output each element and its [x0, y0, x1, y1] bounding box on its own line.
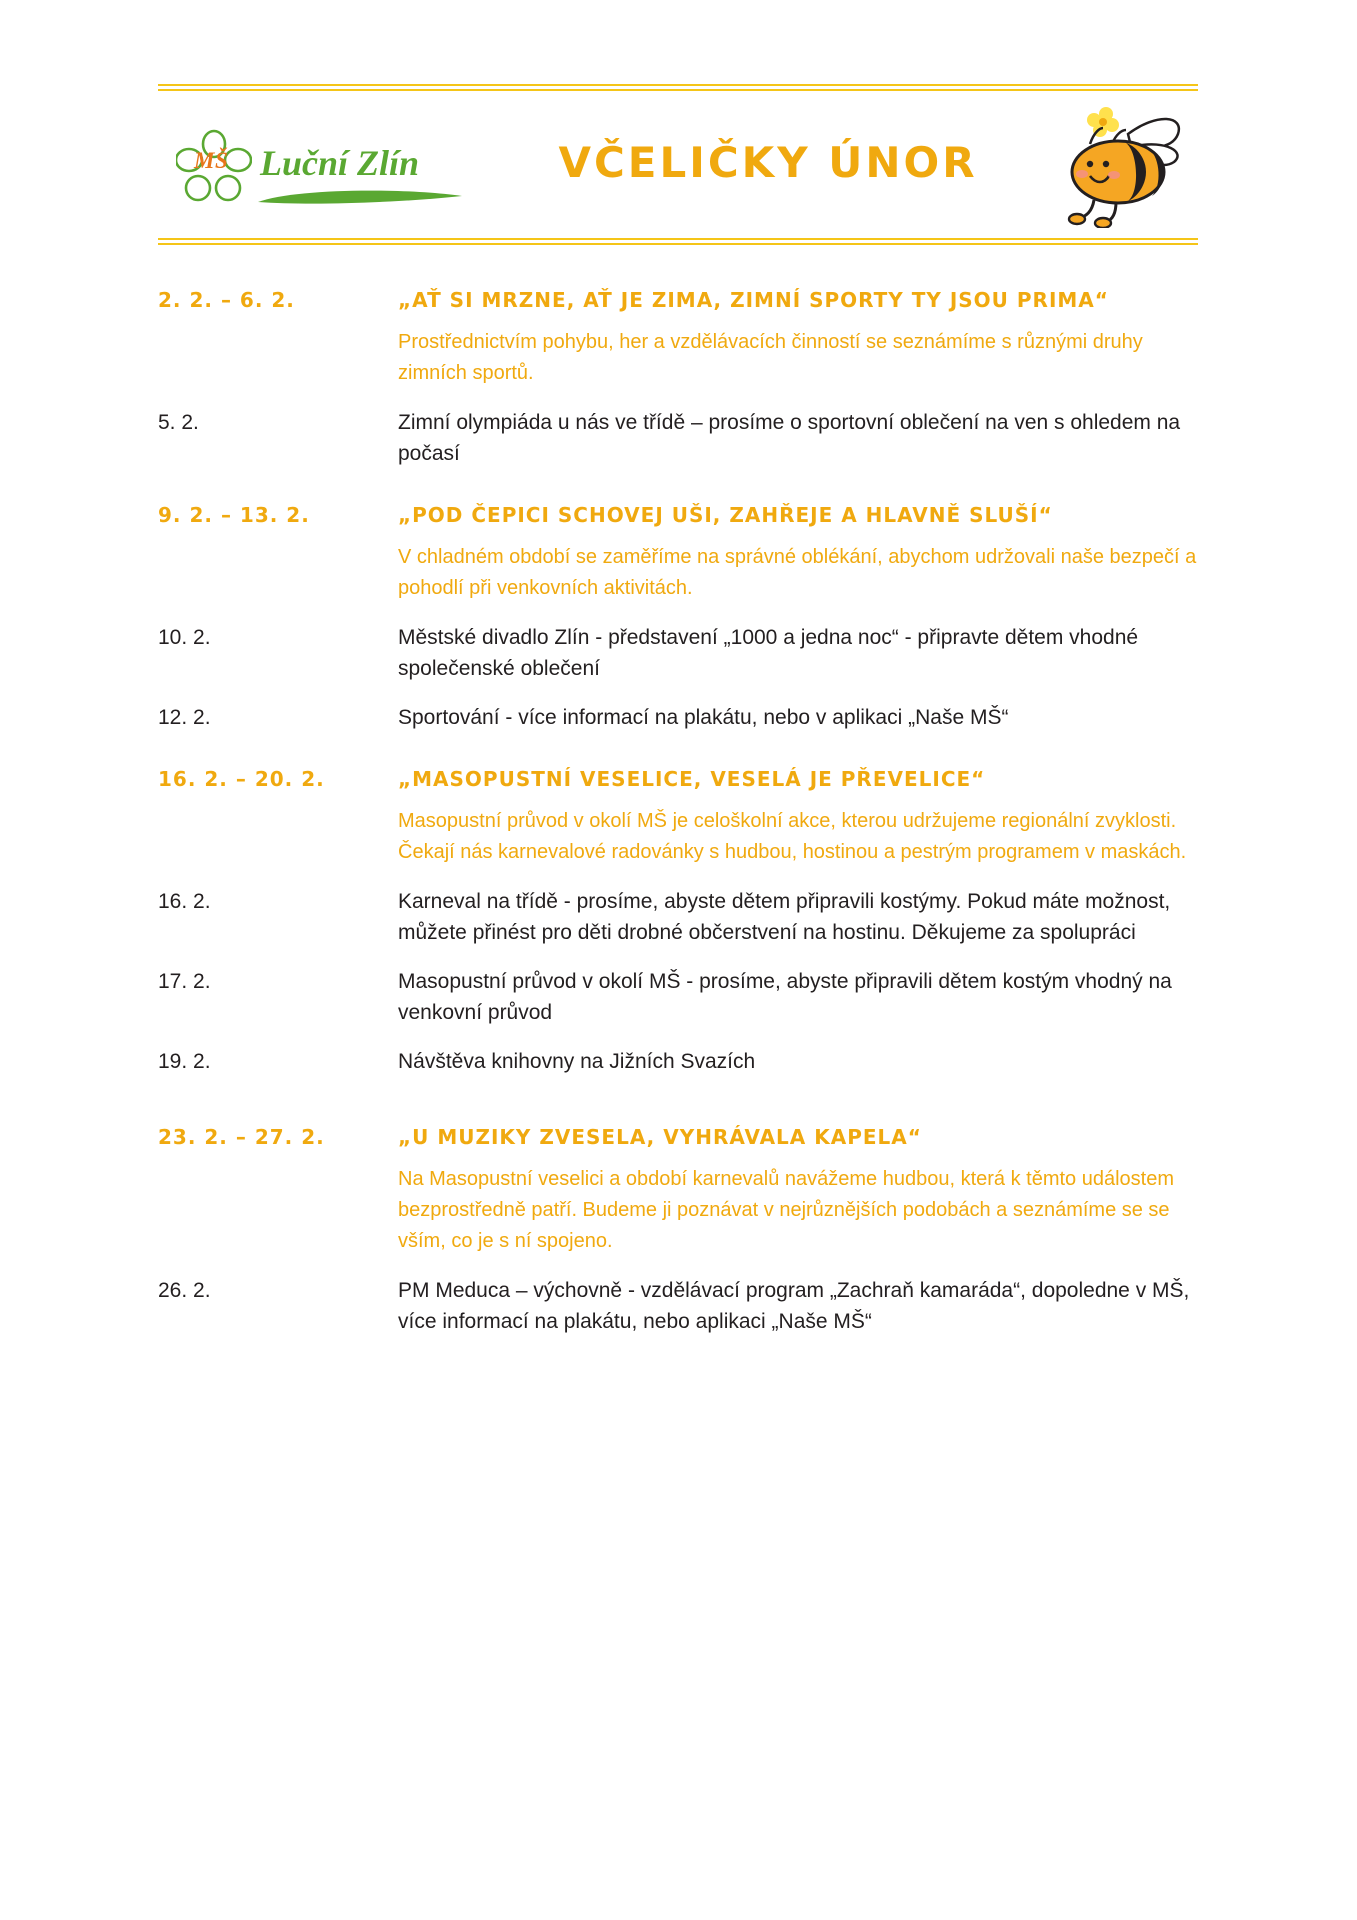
- theme-date: 9. 2. – 13. 2.: [158, 503, 310, 527]
- spacer: [158, 473, 1198, 499]
- event-text: PM Meduca – výchovně - vzdělávací program „Zachraň kamaráda“, dopoledne v MŠ, více informací na plakátu, nebo aplikaci „Naše MŠ“: [398, 1279, 1190, 1333]
- schedule-event-row: [158, 886, 1198, 948]
- logo-abbrev: MŠ: [194, 148, 229, 173]
- event-text: Zimní olympiáda u nás ve třídě – prosíme o sportovní oblečení na ven s ohledem na počasí: [398, 411, 1181, 465]
- theme-description: Na Masopustní veselici a období karnevalů navážeme hudbou, která k těmto událostem bezprostředně patří. Budeme ji poznávat v nejrůznějších podobách a seznámíme se se vším, co je s ní spojeno.: [398, 1168, 1174, 1252]
- theme-date: 2. 2. – 6. 2.: [158, 288, 295, 312]
- theme-description: V chladném období se zaměříme na správné oblékání, abychom udržovali naše bezpečí a pohodlí při venkovních aktivitách.: [398, 546, 1197, 599]
- event-date: 16. 2.: [158, 890, 211, 913]
- spacer: [158, 1261, 1198, 1275]
- event-text: Návštěva knihovny na Jižních Svazích: [398, 1050, 756, 1073]
- schedule-event-row: [158, 1046, 1198, 1077]
- page-title: VČELIČKY ÚNOR: [558, 138, 978, 187]
- event-text: Masopustní průvod v okolí MŠ - prosíme, abyste připravili dětem kostým vhodný na venkovní průvod: [398, 970, 1172, 1024]
- event-text: Městské divadlo Zlín - představení „1000 a jedna noc“ - připravte dětem vhodné společenské oblečení: [398, 626, 1139, 680]
- school-logo: [176, 120, 466, 216]
- schedule-event-row: [158, 1275, 1198, 1337]
- spacer: [158, 1081, 1198, 1121]
- schedule-theme-row: [158, 763, 1198, 868]
- event-text: Sportování - více informací na plakátu, nebo v aplikaci „Naše MŠ“: [398, 706, 1009, 729]
- green-swoosh-icon: [256, 186, 466, 208]
- schedule-theme-row: [158, 1121, 1198, 1257]
- schedule-event-row: [158, 702, 1198, 733]
- spacer: [158, 872, 1198, 886]
- schedule-theme-row: [158, 499, 1198, 604]
- schedule-event-row: [158, 622, 1198, 684]
- event-date: 10. 2.: [158, 626, 211, 649]
- bee-mascot-icon: [1050, 100, 1190, 228]
- event-date: 26. 2.: [158, 1279, 211, 1302]
- theme-description: Prostřednictvím pohybu, her a vzdělávacích činností se seznámíme s různými druhy zimních sportů.: [398, 331, 1143, 384]
- theme-date: 16. 2. – 20. 2.: [158, 767, 325, 791]
- event-date: 5. 2.: [158, 411, 199, 434]
- spacer: [158, 737, 1198, 763]
- event-date: 17. 2.: [158, 970, 211, 993]
- event-text: Karneval na třídě - prosíme, abyste dětem připravili kostýmy. Pokud máte možnost, můžete přinést pro děti drobné občerstvení na hostinu. Děkujeme za spolupráci: [398, 890, 1171, 944]
- schedule-theme-row: [158, 284, 1198, 389]
- spacer: [158, 952, 1198, 966]
- theme-title: „U MUZIKY ZVESELA, VYHRÁVALA KAPELA“: [398, 1125, 922, 1149]
- spacer: [158, 608, 1198, 622]
- theme-date: 23. 2. – 27. 2.: [158, 1125, 325, 1149]
- event-date: 12. 2.: [158, 706, 211, 729]
- theme-description: Masopustní průvod v okolí MŠ je celoškolní akce, kterou udržujeme regionální zvyklosti. Čekají nás karnevalové radovánky s hudbou, hostinou a pestrým programem v maskách.: [398, 810, 1187, 863]
- spacer: [158, 393, 1198, 407]
- theme-title: „POD ČEPICI SCHOVEJ UŠI, ZAHŘEJE A HLAVNĚ SLUŠÍ“: [398, 503, 1053, 527]
- event-date: 19. 2.: [158, 1050, 211, 1073]
- theme-title: „AŤ SI MRZNE, AŤ JE ZIMA, ZIMNÍ SPORTY TY JSOU PRIMA“: [398, 288, 1109, 312]
- spacer: [158, 1032, 1198, 1046]
- schedule-event-row: [158, 407, 1198, 469]
- logo-name: Luční Zlín: [260, 143, 420, 183]
- spacer: [158, 688, 1198, 702]
- theme-title: „MASOPUSTNÍ VESELICE, VESELÁ JE PŘEVELICE“: [398, 767, 986, 791]
- document-header: [158, 84, 1198, 244]
- schedule-event-row: [158, 966, 1198, 1028]
- header-bottom-rule: [158, 238, 1198, 244]
- schedule-list: [158, 284, 1198, 1341]
